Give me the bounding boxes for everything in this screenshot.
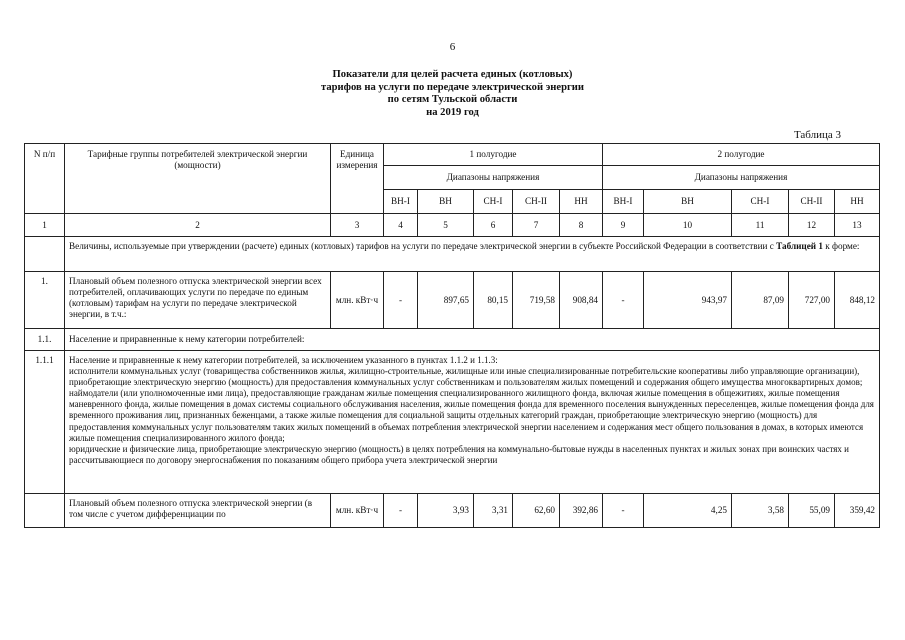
voltage-cell: НН	[560, 190, 603, 214]
value-cell: 4,25	[644, 494, 732, 528]
header-voltage-ranges: Диапазоны напряжения	[384, 166, 603, 190]
column-number: 7	[513, 214, 560, 237]
voltage-cell: СН-I	[474, 190, 513, 214]
row-unit: млн. кВт·ч	[331, 494, 384, 528]
table-row	[25, 494, 880, 528]
column-number: 13	[835, 214, 880, 237]
header-groups: Тарифные группы потребителей электрической энергии (мощности)	[65, 144, 331, 214]
voltage-cell: НН	[835, 190, 880, 214]
value-cell: -	[603, 494, 644, 528]
header-half1: 1 полугодие	[384, 144, 603, 166]
value-cell: 943,97	[644, 272, 732, 329]
value-cell: 87,09	[732, 272, 789, 329]
tariff-table	[24, 143, 880, 528]
header-half2: 2 полугодие	[603, 144, 880, 166]
column-number: 12	[789, 214, 835, 237]
value-cell: 3,31	[474, 494, 513, 528]
table-row	[25, 329, 880, 351]
header-num: N п/п	[25, 144, 65, 214]
voltage-cell: ВН	[418, 190, 474, 214]
value-cell: 80,15	[474, 272, 513, 329]
description-paragraph: юридические и физические лица, приобретающие электрическую энергию (мощность) в целях потребления на коммунально-бытовые нужды в населенных пунктах и жилых зонах при воинских частях и рассчитывающиеся по договору энергоснабжения по показаниям общего прибора учета электрической энергии	[69, 443, 849, 465]
value-cell: 62,60	[513, 494, 560, 528]
intro-table-ref: Таблицей 1	[776, 241, 823, 251]
row-number: 1.1.1	[25, 351, 65, 494]
table-row	[25, 351, 880, 494]
value-cell: 727,00	[789, 272, 835, 329]
value-cell: 392,86	[560, 494, 603, 528]
column-number: 4	[384, 214, 418, 237]
voltage-cell: СН-II	[789, 190, 835, 214]
intro-text	[65, 237, 880, 272]
empty-cell	[25, 494, 65, 528]
value-cell: 719,58	[513, 272, 560, 329]
empty-cell	[25, 237, 65, 272]
value-cell: -	[384, 494, 418, 528]
voltage-cell: СН-I	[732, 190, 789, 214]
table-row	[25, 272, 880, 329]
column-number: 6	[474, 214, 513, 237]
document-title	[0, 69, 905, 119]
value-cell: 3,58	[732, 494, 789, 528]
row-label: Население и приравненные к нему категории потребителей:	[65, 329, 880, 351]
voltage-cell: ВН-I	[603, 190, 644, 214]
description-paragraph: исполнители коммунальных услуг (товарищества собственников жилья, жилищно-строительные, жилищные или иные специализированные потребительские кооперативы либо управляющие организации), приобретающие электрическую энергию (мощность) для предоставления коммунальных услуг собственникам и пользователям жилых помещений и содержания общего имущества многоквартирных домов; наймодатели (или уполномоченные ими лица), предоставляющие гражданам жилые помещения специализированного жилищного фонда, включая жилые помещения в общежитиях, жилые помещения маневренного фонда, жилые помещения в домах системы социального обслуживания населения, жилые помещения фонда для временного поселения вынужденных переселенцев, жилые помещения фонда для временного проживания лиц, признанных беженцами, а также жилые помещения для социальной защиты отдельных категорий граждан, приобретающие электрическую энергию (мощность) для предоставления коммунальных услуг пользователям таких жилых помещений в объемах потребления электрической энергии населением и содержания мест общего пользования в домах, в которых имеются жилые помещения специализированного жилого фонда;	[69, 366, 874, 443]
row-label: Плановый объем полезного отпуска электрической энергии всех потребителей, оплачивающих услуги по передаче по единым (котловым) тарифам на услуги по передаче электрической энергии, в т.ч.:	[65, 272, 331, 329]
column-number: 11	[732, 214, 789, 237]
title-line: Показатели для целей расчета единых (котловых)	[332, 69, 573, 80]
value-cell: 908,84	[560, 272, 603, 329]
description-paragraph: Население и приравненные к нему категории потребителей, за исключением указанного в пунктах 1.1.2 и 1.1.3:	[69, 355, 498, 365]
title-line: на 2019 год	[426, 106, 479, 118]
column-number: 1	[25, 214, 65, 237]
column-number: 5	[418, 214, 474, 237]
value-cell: 897,65	[418, 272, 474, 329]
value-cell: -	[603, 272, 644, 329]
column-number: 9	[603, 214, 644, 237]
row-label: Плановый объем полезного отпуска электрической энергии (в том числе с учетом дифференциации по	[65, 494, 331, 528]
page-number: 6	[449, 41, 456, 53]
row-description	[65, 351, 880, 494]
column-number: 3	[331, 214, 384, 237]
header-voltage-ranges: Диапазоны напряжения	[603, 166, 880, 190]
intro-row	[25, 237, 880, 272]
value-cell: 359,42	[835, 494, 880, 528]
column-numbers-row	[25, 214, 880, 237]
value-cell: -	[384, 272, 418, 329]
header-row	[25, 144, 880, 166]
column-number: 2	[65, 214, 331, 237]
voltage-cell: ВН	[644, 190, 732, 214]
column-number: 10	[644, 214, 732, 237]
voltage-cell: СН-II	[513, 190, 560, 214]
intro-text-part: Величины, используемые при утверждении (расчете) единых (котловых) тарифов на услуги по передаче электрической энергии в субъекте Российской Федерации в соответствии с	[69, 241, 777, 251]
row-number: 1.1.	[25, 329, 65, 351]
intro-text-part: к форме:	[822, 241, 860, 251]
title-line: тарифов на услуги по передаче электрической энергии	[320, 81, 585, 93]
title-line: по сетям Тульской области	[387, 94, 518, 106]
row-number: 1.	[25, 272, 65, 329]
column-number: 8	[560, 214, 603, 237]
header-unit: Единица измерения	[331, 144, 384, 214]
value-cell: 848,12	[835, 272, 880, 329]
row-unit: млн. кВт·ч	[331, 272, 384, 329]
table-label: Таблица 3	[793, 129, 841, 141]
value-cell: 3,93	[418, 494, 474, 528]
value-cell: 55,09	[789, 494, 835, 528]
voltage-cell: ВН-I	[384, 190, 418, 214]
